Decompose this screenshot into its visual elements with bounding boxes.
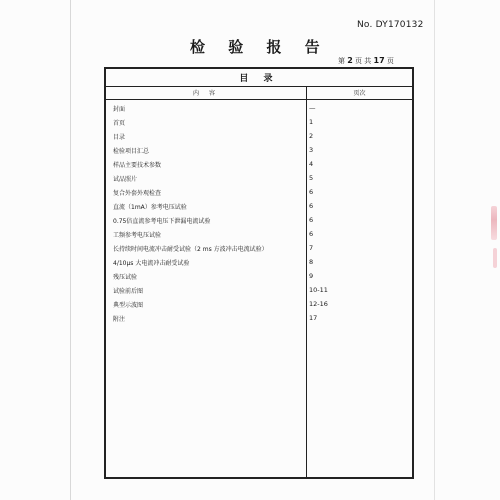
- toc-row: [106, 311, 412, 325]
- page-prefix: 第: [338, 57, 345, 65]
- toc-row-label: 试品照片: [113, 176, 138, 183]
- page-title: 检 验 报 告: [190, 38, 329, 56]
- toc-row: [106, 269, 412, 283]
- toc-row-label: 检验项目汇总: [113, 148, 150, 155]
- toc-row: [106, 297, 412, 311]
- toc-row-page: 8: [309, 258, 314, 266]
- toc-row-label: 封面: [113, 106, 126, 113]
- toc-row: [106, 101, 412, 115]
- toc-row-label: 典型示波图: [113, 302, 144, 309]
- toc-heading: 目 录: [106, 69, 412, 87]
- toc-row-label: 长持续时间电流冲击耐受试验（2 ms 方波冲击电流试验）: [113, 246, 268, 253]
- toc-row-label: 直流（1mA）参考电压试验: [113, 204, 187, 211]
- column-header-page: 页次: [353, 90, 366, 97]
- toc-row-page: 17: [309, 314, 318, 322]
- toc-row-page: 7: [309, 244, 314, 252]
- report-number: No. DY170132: [357, 20, 424, 30]
- toc-row: [106, 185, 412, 199]
- toc-row-page: 3: [309, 146, 314, 154]
- page-suffix: 页: [386, 57, 394, 65]
- toc-row-page: 10-11: [309, 286, 328, 294]
- toc-row-label: 目录: [113, 134, 126, 141]
- toc-row-label: 样品主要技术参数: [113, 162, 162, 169]
- toc-row-label: 4/10μs 大电流冲击耐受试验: [113, 260, 190, 267]
- toc-row: [106, 227, 412, 241]
- toc-row-page: 5: [309, 174, 314, 182]
- toc-row-label: 0.75倍直流参考电压下泄漏电流试验: [113, 218, 211, 225]
- toc-row-page: 6: [309, 216, 314, 224]
- toc-row: [106, 199, 412, 213]
- toc-row-page: 4: [309, 160, 314, 168]
- toc-row-page: 6: [309, 202, 314, 210]
- toc-row-label: 残压试验: [113, 274, 138, 281]
- toc-row-page: 1: [309, 118, 314, 126]
- page-indicator: [338, 56, 394, 66]
- toc-row-label: 复合外套外观检查: [113, 190, 162, 197]
- seal-fragment: [493, 248, 497, 268]
- toc-row-page: 6: [309, 230, 314, 238]
- toc-row-page: —: [309, 104, 316, 112]
- binding-line: [70, 0, 71, 500]
- toc-row: [106, 143, 412, 157]
- toc-row-label: 附注: [113, 316, 126, 323]
- toc-column-headers: [106, 86, 412, 100]
- toc-row-page: 9: [309, 272, 314, 280]
- toc-row: [106, 129, 412, 143]
- toc-row: [106, 241, 412, 255]
- toc-row-page: 6: [309, 188, 314, 196]
- current-page: 2: [347, 56, 353, 65]
- total-pages: 17: [373, 56, 385, 65]
- toc-row: [106, 171, 412, 185]
- column-header-content: 内 容: [193, 90, 219, 97]
- toc-row-page: 12-16: [309, 300, 328, 308]
- toc-row-page: 2: [309, 132, 314, 140]
- toc-row: [106, 157, 412, 171]
- toc-row: [106, 283, 412, 297]
- toc-row: [106, 213, 412, 227]
- margin-line: [434, 0, 435, 500]
- page-mid: 页 共: [355, 57, 372, 65]
- toc-table: [104, 67, 414, 479]
- toc-row-label: 首页: [113, 120, 126, 127]
- toc-row-label: 工频参考电压试验: [113, 232, 162, 239]
- toc-row-label: 试验前后图: [113, 288, 144, 295]
- toc-row: [106, 115, 412, 129]
- toc-row: [106, 255, 412, 269]
- seal-fragment: [491, 206, 497, 240]
